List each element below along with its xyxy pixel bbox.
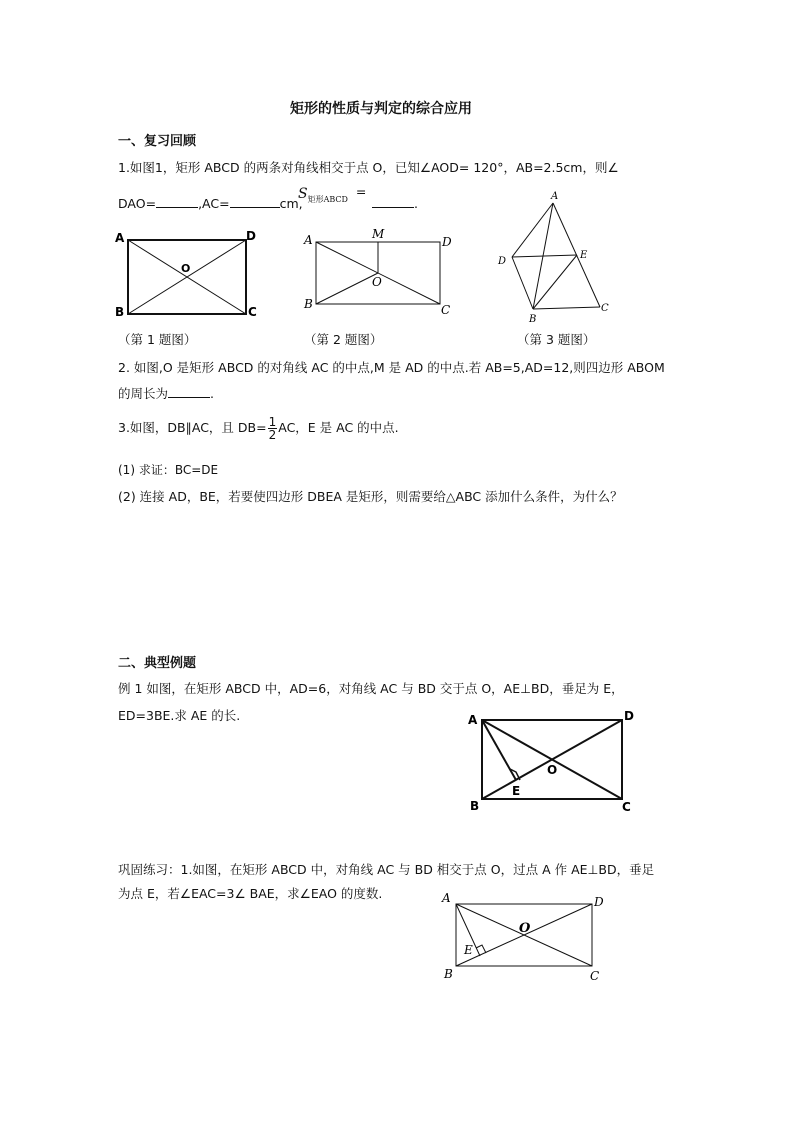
caption-fig1: （第 1 题图） xyxy=(118,332,197,347)
fig1-label-a: A xyxy=(115,231,125,245)
fig1-label-b: B xyxy=(115,305,125,319)
fig5-label-o: O xyxy=(519,921,531,936)
fig3-label-a: A xyxy=(551,191,559,202)
fig4-label-c: C xyxy=(622,800,631,814)
q1-end: . xyxy=(414,196,418,211)
fig1-label-c: C xyxy=(248,305,257,319)
section-heading-examples: 二、典型例题 xyxy=(118,656,197,671)
section-heading-review: 一、复习回顾 xyxy=(118,134,197,149)
fig4-label-d: D xyxy=(624,709,634,723)
q3-part1: (1) 求证：BC=DE xyxy=(118,463,219,477)
q1-s-symbol: S xyxy=(298,186,308,202)
fig5-label-b: B xyxy=(444,967,453,981)
q1-line1: 1.如图1，矩形 ABCD 的两条对角线相交于点 O，已知∠AOD= 120°，AB=2.5cm，则∠ xyxy=(118,160,619,175)
fig5-label-d: D xyxy=(594,895,604,909)
fig4-label-e: E xyxy=(512,784,521,798)
fig2-label-d: D xyxy=(442,235,452,249)
fig5-label-a: A xyxy=(442,891,451,905)
page-title: 矩形的性质与判定的综合应用 xyxy=(290,101,472,117)
ex1-line2: ED=3BE.求 AE 的长. xyxy=(118,708,241,723)
caption-fig3: （第 3 题图） xyxy=(517,332,596,347)
fig1-label-o: O xyxy=(181,262,191,275)
fig3-label-b: B xyxy=(529,314,537,325)
q2-perimeter-label: 的周长为 xyxy=(118,386,169,401)
q3-pre: 3.如图，DB∥AC，且 DB= xyxy=(118,420,267,435)
q1-dao-label: DAO= xyxy=(118,196,157,211)
practice-line2: 为点 E，若∠EAC=3∠ BAE，求∠EAO 的度数. xyxy=(118,886,383,901)
practice-line1: 巩固练习：1.如图，在矩形 ABCD 中，对角线 AC 与 BD 相交于点 O，过点 A 作 AE⊥BD，垂足 xyxy=(118,862,655,877)
fig4-label-a: A xyxy=(468,713,478,727)
q2-line1: 2. 如图,O 是矩形 ABCD 的对角线 AC 的中点,M 是 AD 的中点.若 AB=5,AD=12,则四边形 ABOM xyxy=(118,360,665,375)
fig2-label-c: C xyxy=(441,303,451,317)
fig5-right-angle-mark xyxy=(476,945,486,953)
q2-end: . xyxy=(210,386,214,401)
fig2-label-m: M xyxy=(372,227,385,241)
fig5-label-c: C xyxy=(590,969,600,983)
fig1-label-d: D xyxy=(246,229,256,243)
fig3-label-d: D xyxy=(498,256,507,267)
fig2-label-a: A xyxy=(304,233,313,247)
q3-part2: (2) 连接 AD，BE，若要使四边形 DBEA 是矩形，则需要给△ABC 添加什么条件，为什么？ xyxy=(118,489,623,504)
fig3-label-c: C xyxy=(601,303,609,314)
fig3-label-e: E xyxy=(580,250,588,261)
q3-frac-num: 1 xyxy=(268,415,277,429)
fig2-label-o: O xyxy=(372,275,382,289)
fig5-label-e: E xyxy=(464,943,473,957)
fig4-label-b: B xyxy=(470,799,480,813)
caption-fig2: （第 2 题图） xyxy=(304,332,383,347)
q3-post: AC，E 是 AC 的中点. xyxy=(278,420,399,435)
q1-cm-label: cm, xyxy=(279,196,303,211)
q1-eq: = xyxy=(355,184,367,199)
q3-frac-den: 2 xyxy=(268,428,277,442)
fig2-label-b: B xyxy=(304,297,313,311)
fig4-label-o: O xyxy=(547,763,558,777)
ex1-line1: 例 1 如图，在矩形 ABCD 中，AD=6，对角线 AC 与 BD 交于点 O，AE⊥BD，垂足为 E， xyxy=(118,681,624,696)
q1-ac-label: ,AC= xyxy=(198,196,230,211)
q1-s-subscript: 矩形ABCD xyxy=(307,195,348,204)
